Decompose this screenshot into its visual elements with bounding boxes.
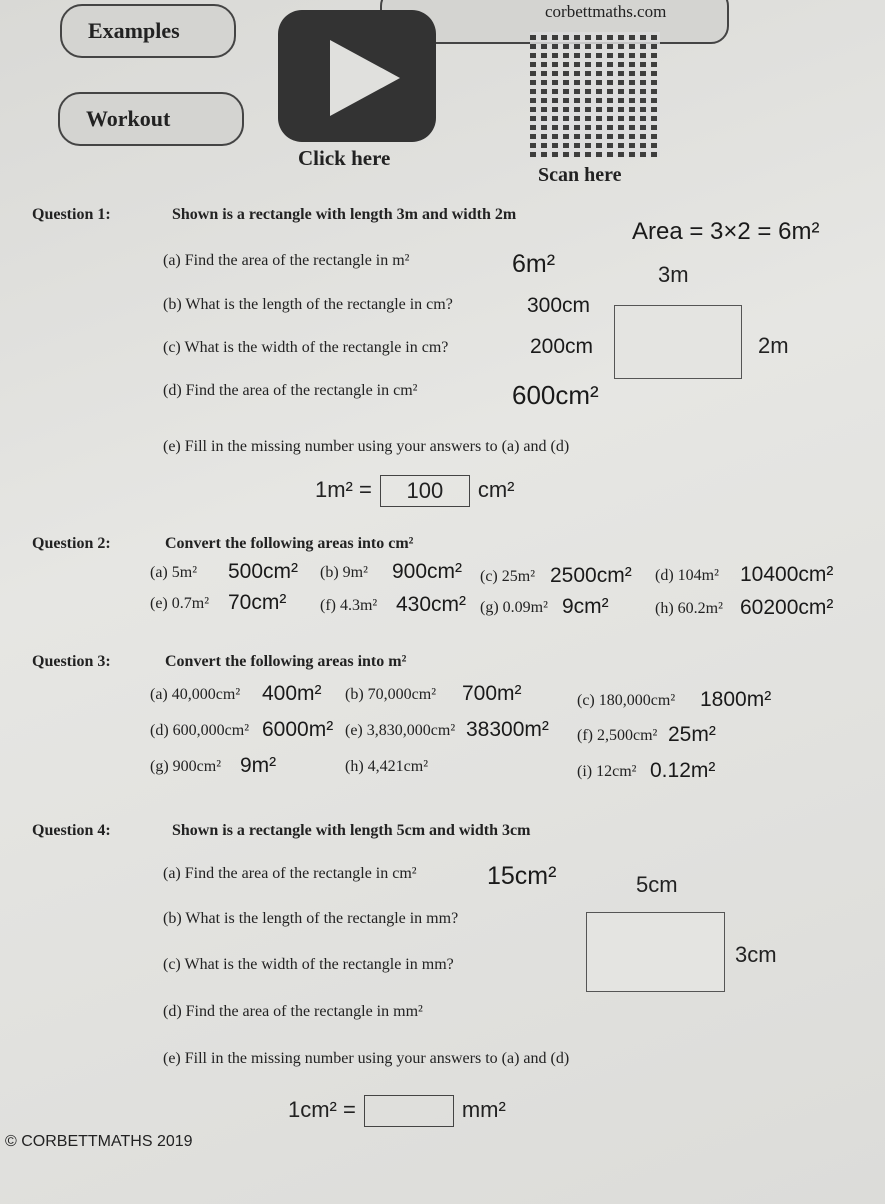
q3-item-answer: 9m² [240,754,277,777]
q1-eq-answer-box[interactable]: 100 [380,475,470,507]
q2-item-answer: 70cm² [228,591,287,614]
item-label: (g) [150,758,169,775]
item-value: 12cm² [596,763,637,780]
q1-eq-left: 1m² = [315,476,372,502]
q4e-prompt: Fill in the missing number using your answers to (a) and (d) [184,1050,570,1067]
q3-item [150,758,221,776]
q1b-label: (b) [163,296,182,313]
qr-code[interactable] [530,32,660,157]
item-value: 4.3m² [339,597,378,614]
video-play-button[interactable] [278,10,436,142]
q4-eq-answer-box[interactable] [364,1095,454,1127]
item-value: 900cm² [172,758,221,775]
item-label: (e) [150,595,168,612]
item-value: 600,000cm² [172,722,249,739]
q1c-answer: 200cm [530,335,594,358]
q2-item [150,595,209,613]
q4b-prompt: What is the length of the rectangle in mm? [185,910,459,927]
item-value: 2,500cm² [596,727,658,744]
item-label: (d) [655,567,674,584]
click-here-label: Click here [298,146,391,170]
q4e-label: (e) [163,1050,181,1067]
item-label: (d) [150,722,169,739]
q1c-label: (c) [163,339,181,356]
q1-text: Shown is a rectangle with length 3m and width 2m [172,206,517,223]
item-label: (c) [480,568,498,585]
q1a-answer: 6m² [512,250,556,278]
q4a-answer: 15cm² [487,862,557,890]
q3-item [345,686,436,704]
q2-item [655,600,723,618]
q2-item [320,564,368,582]
q4-title: Question 4: [32,822,111,839]
q2-item-answer: 430cm² [396,593,467,616]
q1d-answer: 600cm² [512,380,599,410]
q3-item-answer: 700m² [462,682,522,705]
q1-length-label: 3m [658,262,689,287]
q1-title: Question 1: [32,206,111,223]
q3-item-answer: 6000m² [262,718,334,741]
q2-item-answer: 9cm² [562,595,609,618]
q3-item [345,722,455,740]
q4-eq-left: 1cm² = [288,1096,356,1122]
q2-item-answer: 2500cm² [550,564,632,587]
item-label: (f) [320,597,336,614]
q3-item-answer: 38300m² [466,718,549,741]
item-label: (a) [150,686,168,703]
q4a-prompt: Find the area of the rectangle in cm² [184,865,417,882]
item-value: 180,000cm² [598,692,676,709]
item-label: (b) [345,686,364,703]
website-url[interactable]: corbettmaths.com [545,2,667,21]
q4c-prompt: What is the width of the rectangle in mm? [184,956,454,973]
q2-text: Convert the following areas into cm² [165,535,414,552]
q4-width-label: 3cm [735,942,777,967]
item-label: (c) [577,692,595,709]
item-value: 25m² [501,568,536,585]
q1a-prompt: Find the area of the rectangle in m² [184,252,410,269]
item-label: (a) [150,564,168,581]
q1d-prompt: Find the area of the rectangle in cm² [185,382,418,399]
q2-item [150,564,197,582]
q1-eq-right: cm² [477,476,515,502]
item-value: 104m² [677,567,719,584]
play-icon [330,40,400,116]
q3-title: Question 3: [32,653,111,670]
item-label: (e) [345,722,363,739]
q1e-prompt: Fill in the missing number using your answers to (a) and (d) [184,438,570,455]
q1-rectangle [614,305,742,379]
q1b-prompt: What is the length of the rectangle in cm? [185,296,453,313]
q4-length-label: 5cm [636,872,678,897]
q3-item [577,692,675,710]
copyright: © CORBETTMATHS 2019 [5,1133,193,1150]
item-value: 70,000cm² [367,686,436,703]
q1a-label: (a) [163,252,181,269]
item-label: (g) [480,599,499,616]
q3-item [150,686,240,704]
q4b-label: (b) [163,910,182,927]
item-label: (b) [320,564,339,581]
q4c-label: (c) [163,956,181,973]
q3-text: Convert the following areas into m² [165,653,407,670]
item-label: (h) [655,600,674,617]
q2-item [655,567,719,585]
q4d-prompt: Find the area of the rectangle in mm² [185,1003,423,1020]
item-value: 60.2m² [677,600,723,617]
q4-rectangle [586,912,725,992]
scan-here-label: Scan here [538,164,622,186]
q1-working: Area = 3×2 = 6m² [632,218,820,245]
item-value: 40,000cm² [171,686,241,703]
q2-item [320,597,377,615]
q3-item [150,722,249,740]
q2-item-answer: 10400cm² [740,563,834,586]
q4-eq-right: mm² [461,1096,506,1122]
item-value: 0.09m² [502,599,548,616]
item-value: 4,421cm² [367,758,428,775]
item-value: 0.7m² [171,595,210,612]
q3-item-answer: 1800m² [700,688,772,711]
q1c-prompt: What is the width of the rectangle in cm? [184,339,449,356]
q3-item [345,758,428,776]
item-label: (f) [577,727,593,744]
q1b-answer: 300cm [527,294,591,317]
q1d-label: (d) [163,382,182,399]
q3-item [577,727,657,745]
q2-item [480,568,535,586]
q1-width-label: 2m [758,333,789,358]
q4a-label: (a) [163,865,181,882]
item-label: (i) [577,763,593,780]
q4-text: Shown is a rectangle with length 5cm and width 3cm [172,822,531,839]
examples-button[interactable]: Examples [60,4,236,58]
q3-item [577,763,636,781]
item-value: 3,830,000cm² [366,722,456,739]
q2-title: Question 2: [32,535,111,552]
q3-item-answer: 400m² [262,682,322,705]
q3-item-answer: 25m² [668,723,716,746]
q2-item-answer: 900cm² [392,560,463,583]
q2-item [480,599,548,617]
q1e-label: (e) [163,438,181,455]
item-label: (h) [345,758,364,775]
q2-item-answer: 500cm² [228,560,299,583]
workout-button[interactable]: Workout [58,92,244,146]
item-value: 5m² [171,564,198,581]
q3-item-answer: 0.12m² [650,759,716,782]
item-value: 9m² [342,564,368,581]
q4d-label: (d) [163,1003,182,1020]
q2-item-answer: 60200cm² [740,596,834,619]
